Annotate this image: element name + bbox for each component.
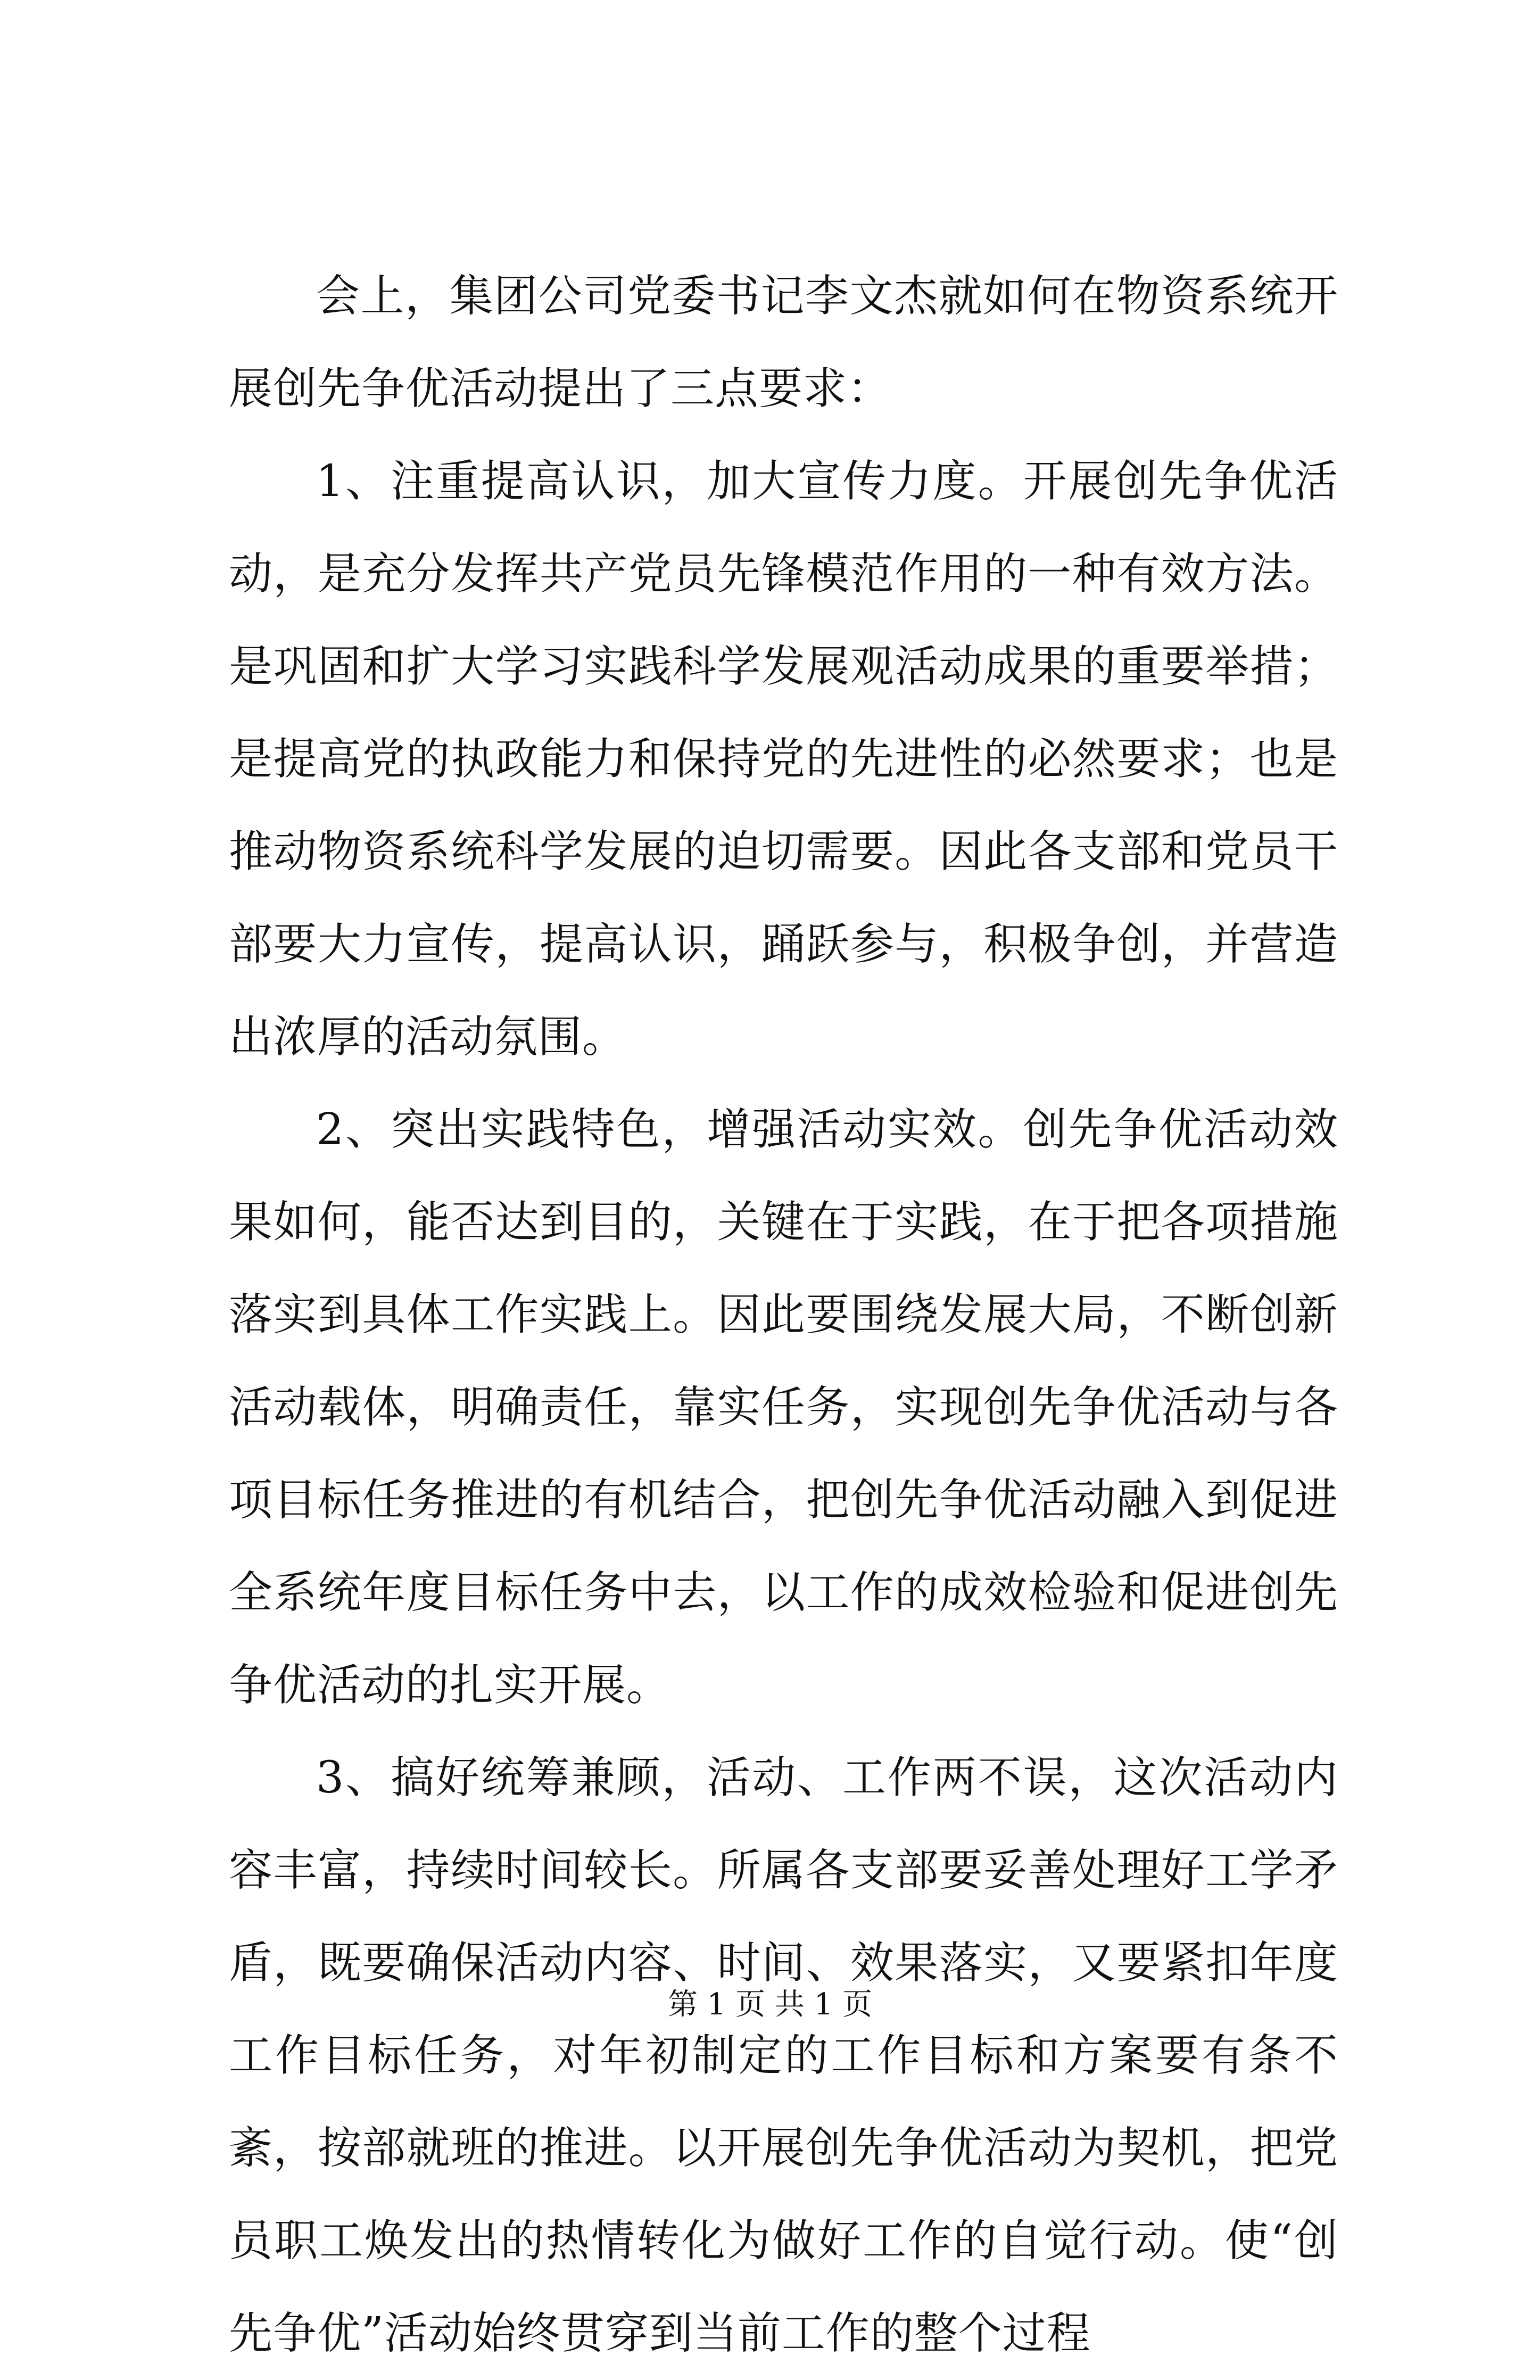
paragraph-intro: 会上，集团公司党委书记李文杰就如何在物资系统开展创先争优活动提出了三点要求：	[229, 271, 1338, 414]
document-body	[229, 250, 1338, 2380]
paragraph-requirement-2: 2、突出实践特色，增强活动实效。创先争优活动效果如何，能否达到目的，关键在于实践，在于把各项措施落实到具体工作实践上。因此要围绕发展大局，不断创新活动载体，明确责任，靠实任务，实现创先争优活动与各项目标任务推进的有机结合，把创先争优活动融入到促进全系统年度目标任务中去，以工作的成效检验和促进创先争优活动的扎实开展。	[229, 1104, 1338, 1710]
page-number-footer: 第 1 页 共 1 页	[667, 1987, 873, 2022]
paragraph-requirement-3: 3、搞好统筹兼顾，活动、工作两不误，这次活动内容丰富，持续时间较长。所属各支部要妥善处理好工学矛盾，既要确保活动内容、时间、效果落实，又要紧扣年度工作目标任务，对年初制定的工作目标和方案要有条不紊，按部就班的推进。以开展创先争优活动为契机，把党员职工焕发出的热情转化为做好工作的自觉行动。使“创先争优”活动始终贯穿到当前工作的整个过程	[229, 1753, 1338, 2359]
paragraph-requirement-1: 1、注重提高认识，加大宣传力度。开展创先争优活动，是充分发挥共产党员先锋模范作用的一种有效方法。是巩固和扩大学习实践科学发展观活动成果的重要举措；是提高党的执政能力和保持党的先进性的必然要求；也是推动物资系统科学发展的迫切需要。因此各支部和党员干部要大力宣传，提高认识，踊跃参与，积极争创，并营造出浓厚的活动氛围。	[229, 456, 1338, 1062]
